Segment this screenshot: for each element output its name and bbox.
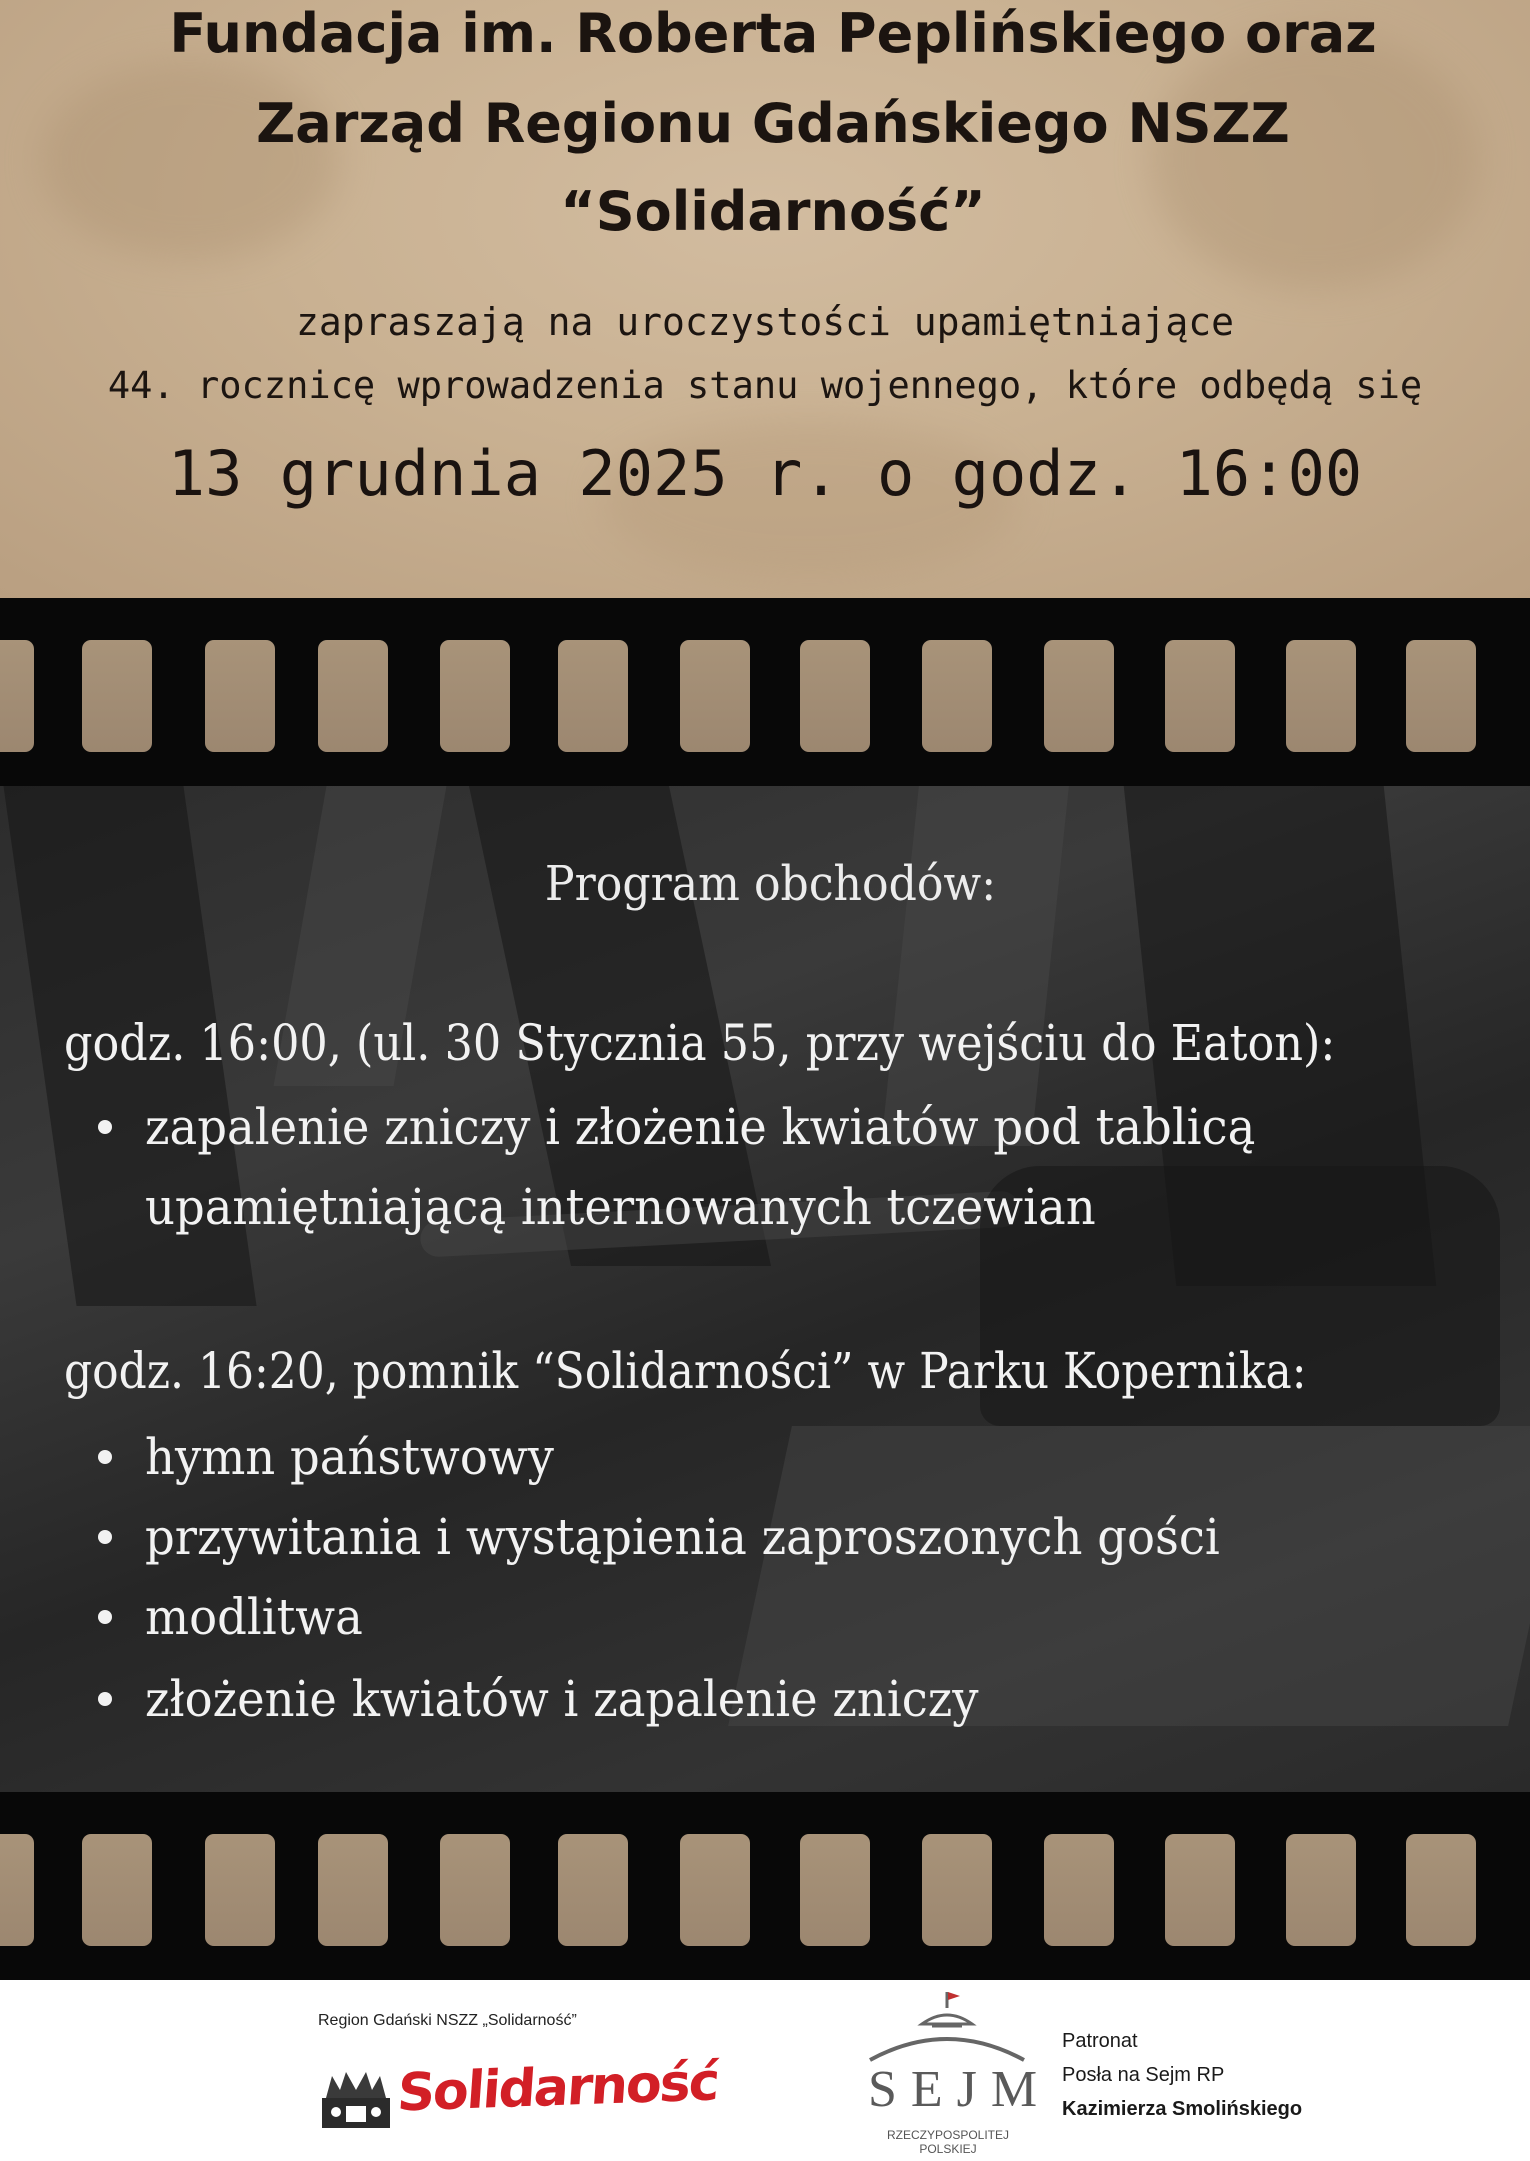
program-item: modlitwa [145, 1588, 363, 1646]
program-item: hymn państwowy [145, 1428, 554, 1486]
sprocket-hole [1286, 1834, 1356, 1946]
sprocket-hole [1406, 640, 1476, 752]
sprocket-hole [1286, 640, 1356, 752]
program-title: Program obchodów: [544, 856, 997, 912]
sprocket-hole [440, 640, 510, 752]
program-item-continuation: upamiętniającą internowanych tczewian [145, 1178, 1096, 1236]
sejm-subtitle: RZECZYPOSPOLITEJ POLSKIEJ [886, 2128, 1010, 2156]
patronat-role: Posła na Sejm RP [1062, 2064, 1225, 2086]
invitation-line-2: 44. rocznicę wprowadzenia stanu wojennego, które odbędą się [107, 364, 1423, 407]
sprocket-hole [318, 1834, 388, 1946]
photo-silhouette [881, 786, 1069, 1146]
organizer-line-3: “Solidarność” [560, 180, 986, 243]
sprocket-hole [0, 1834, 34, 1946]
sprocket-hole [1044, 640, 1114, 752]
patronat-label: Patronat [1062, 2030, 1138, 2052]
program-item: przywitania i wystąpienia zaproszonych gości [145, 1508, 1220, 1566]
sprocket-hole [82, 1834, 152, 1946]
event-date: 13 grudnia 2025 r. o godz. 16:00 [167, 437, 1363, 510]
film-strip-bottom [0, 1792, 1530, 1980]
sprocket-hole [922, 640, 992, 752]
organizer-line-1: Fundacja im. Roberta Peplińskiego oraz [169, 2, 1377, 65]
sprocket-hole [1165, 1834, 1235, 1946]
sprocket-hole [0, 640, 34, 752]
bullet-icon [98, 1530, 112, 1544]
sprocket-hole [558, 640, 628, 752]
bullet-icon [98, 1450, 112, 1464]
sprocket-hole [205, 1834, 275, 1946]
sprocket-hole [318, 640, 388, 752]
sprocket-hole [82, 640, 152, 752]
solidarnosc-logo: Solidarność [395, 2052, 720, 2124]
sprocket-hole [1044, 1834, 1114, 1946]
sprocket-hole [1406, 1834, 1476, 1946]
sprocket-hole [800, 640, 870, 752]
bullet-icon [98, 1120, 112, 1134]
organizer-line-2: Zarząd Regionu Gdańskiego NSZZ [256, 92, 1290, 155]
patronat-name: Kazimierza Smolińskiego [1062, 2098, 1303, 2120]
program-item: złożenie kwiatów i zapalenie zniczy [145, 1670, 979, 1728]
sprocket-hole [800, 1834, 870, 1946]
bullet-icon [98, 1610, 112, 1624]
program-panel [0, 786, 1530, 1792]
sponsors-footer [0, 1980, 1530, 2161]
sprocket-hole [922, 1834, 992, 1946]
sprocket-hole [440, 1834, 510, 1946]
sprocket-hole [1165, 640, 1235, 752]
gdansk-crest-icon [316, 2068, 396, 2132]
sprocket-hole [558, 1834, 628, 1946]
header-banner [0, 0, 1530, 598]
program-item: zapalenie zniczy i złożenie kwiatów pod tablicą [145, 1098, 1256, 1156]
invitation-line-1: zapraszają na uroczystości upamiętniające [296, 300, 1234, 344]
schedule-heading-1600: godz. 16:00, (ul. 30 Stycznia 55, przy wejściu do Eaton): [64, 1014, 1336, 1072]
film-strip-top [0, 598, 1530, 786]
sejm-wordmark: SEJM [868, 2061, 1052, 2118]
sprocket-hole [205, 640, 275, 752]
bullet-icon [98, 1692, 112, 1706]
schedule-heading-1620: godz. 16:20, pomnik “Solidarności” w Parku Kopernika: [64, 1342, 1307, 1400]
region-caption: Region Gdański NSZZ „Solidarność” [318, 2012, 577, 2029]
sprocket-hole [680, 1834, 750, 1946]
sprocket-hole [680, 640, 750, 752]
